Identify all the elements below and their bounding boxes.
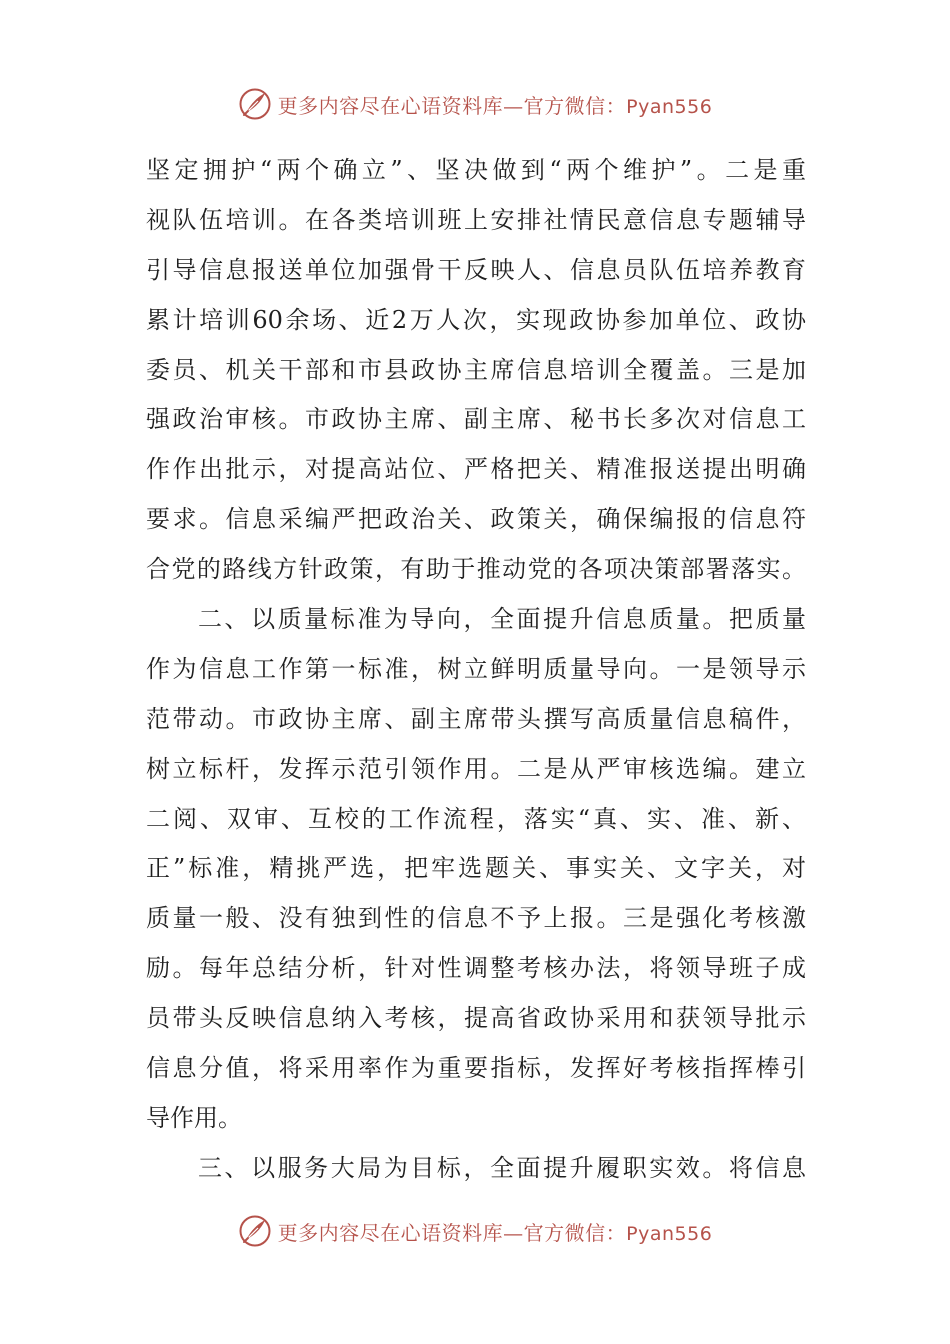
text-line: 作作出批示，对提高站位、严格把关、精准报送提出明确 — [146, 455, 806, 484]
text-line: 合党的路线方针政策，有助于推动党的各项决策部署落实。 — [146, 555, 806, 584]
text-line: 强政治审核。市政协主席、副主席、秘书长多次对信息工 — [146, 405, 806, 434]
text-line: 信息分值，将采用率作为重要指标，发挥好考核指挥棒引 — [146, 1054, 806, 1083]
text-line: 励。每年总结分析，针对性调整考核办法，将领导班子成 — [146, 954, 806, 983]
text-line: 作为信息工作第一标准，树立鲜明质量导向。一是领导示 — [146, 654, 806, 683]
text-line: 视队伍培训。在各类培训班上安排社情民意信息专题辅导 — [146, 205, 806, 234]
text-line: 累计培训60余场、近2万人次，实现政协参加单位、政协 — [146, 305, 806, 334]
body-text — [146, 146, 806, 1194]
text-line: 树立标杆，发挥示范引领作用。二是从严审核选编。建立 — [146, 754, 806, 783]
banner-text: 更多内容尽在心语资料库—官方微信：Pyan556 — [277, 93, 713, 118]
text-line: 要求。信息采编严把政治关、政策关，确保编报的信息符 — [146, 505, 806, 534]
text-line: 范带动。市政协主席、副主席带头撰写高质量信息稿件， — [146, 704, 806, 733]
text-line: 导作用。 — [146, 1103, 242, 1132]
text-line: 员带头反映信息纳入考核，提高省政协采用和获领导批示 — [146, 1004, 806, 1033]
text-line: 质量一般、没有独到性的信息不予上报。三是强化考核激 — [146, 904, 806, 933]
text-line: 委员、机关干部和市县政协主席信息培训全覆盖。三是加 — [146, 355, 806, 384]
text-line: 二阅、双审、互校的工作流程，落实“真、实、准、新、 — [146, 804, 806, 833]
text-line: 正”标准，精挑严选，把牢选题关、事实关、文字关，对 — [146, 854, 806, 883]
quill-seal-logo-icon — [238, 1214, 272, 1248]
footer-watermark-banner — [0, 1211, 950, 1251]
quill-seal-logo-icon — [238, 87, 272, 121]
text-line: 坚定拥护“两个确立”、坚决做到“两个维护”。二是重 — [146, 156, 806, 184]
text-line: 三、以服务大局为目标，全面提升履职实效。将信息 — [198, 1153, 806, 1182]
text-line: 引导信息报送单位加强骨干反映人、信息员队伍培养教育 — [146, 255, 806, 284]
banner-text: 更多内容尽在心语资料库—官方微信：Pyan556 — [277, 1220, 713, 1245]
header-watermark-banner — [0, 84, 950, 124]
text-line: 二、以质量标准为导向，全面提升信息质量。把质量 — [198, 605, 806, 634]
